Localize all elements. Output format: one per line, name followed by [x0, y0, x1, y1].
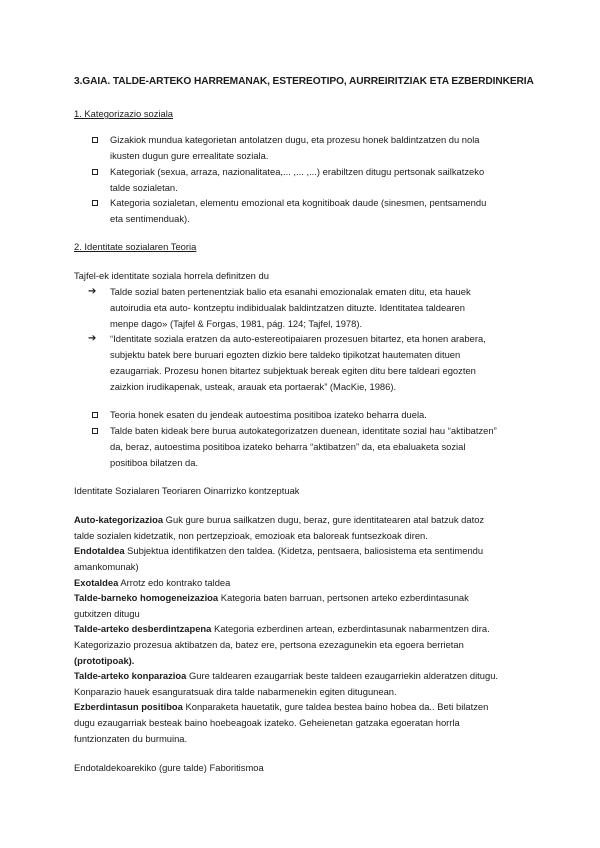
- section-2-quote-1-line-2: autoirudia eta auto- kontzeptu indibidualak baldintzatzen dituzte. Identitatea taldearen: [110, 302, 465, 313]
- concept-line: Konparazio hauek esanguratsuak dira talde nabarmenekin egiten ditugunean.: [74, 686, 397, 697]
- checkbox-bullet-icon: [92, 169, 98, 175]
- section-2-heading: 2. Identitate sozialaren Teoria: [74, 241, 197, 252]
- concept-term: Endotaldea: [74, 545, 125, 556]
- concept-prototipoak: (prototipoak).: [74, 655, 135, 666]
- concept-line: dugu ezaugarriak besteak baino hoebeagoak izateko. Geheienetan gatzaka egoeratan horrla: [74, 717, 460, 728]
- section-2-quote-1-line-1: Talde sozial baten pertenentziak balio eta esanahi emozionalak ematen ditu, eta hauek: [110, 286, 471, 297]
- concept-definition: Kategoria ezberdinen artean, ezberdintasunak nabarmentzen dira.: [211, 623, 490, 634]
- checkbox-bullet-icon: [92, 137, 98, 143]
- section-2-quote-2-line-1: “Identitate soziala eratzen da auto-estereotipaiaren prozesuen bitartez, eta honen arabera,: [110, 333, 486, 344]
- section-2-quote-2-line-4: zaizkion irudikapenak, usteak, arauak eta portaerak” (MacKie, 1986).: [110, 381, 397, 392]
- section-1-bullet-1-line-2: ikusten dugun gure errealitate soziala.: [110, 150, 269, 161]
- concept-definition: Gure taldearen ezaugarriak beste taldeen ezaugarriekin alderatzen ditugu.: [186, 670, 499, 681]
- section-1-heading: 1. Kategorizazio soziala: [74, 108, 174, 119]
- section-2-quote-1-line-3: menpe dago» (Tajfel & Forgas, 1981, pág. 124; Tajfel, 1978).: [110, 318, 363, 329]
- concept-endotaldea: [74, 545, 483, 557]
- concept-definition: Konparaketa hauetatik, gure taldea bestea baino hobea da.. Beti bilatzen: [182, 701, 489, 712]
- concepts-heading: Identitate Sozialaren Teoriaren Oinarrizko kontzeptuak: [74, 485, 300, 496]
- concept-line: talde sozialen kidetzatik, non pertzepzioak, emozioak eta baloreak funtsezkoak diren.: [74, 530, 428, 541]
- concept-talde-arteko-konparazioa: [74, 670, 498, 682]
- section-2-bullet-2-line-3: positiboa bilatzen da.: [110, 457, 199, 468]
- section-1-bullet-2-line-1: Kategoriak (sexua, arraza, nazionalitatea,... ,... ,...) erabiltzen ditugu pertsonak sailkatzeko: [110, 166, 485, 177]
- concept-line: Kategorizazio prozesua aktibatzen da, batez ere, pertsona ezezagunekin eta egoera berrietan: [74, 639, 464, 650]
- section-2-bullet-1-line-1: Teoria honek esaten du jendeak autoestima positiboa izateko beharra duela.: [110, 409, 427, 420]
- section-1-bullet-1-line-1: Gizakiok mundua kategorietan antolatzen dugu, eta prozesu honek baldintzatzen du nola: [110, 134, 480, 145]
- concept-line: gutxitzen ditugu: [74, 608, 140, 619]
- concept-term: Exotaldea: [74, 577, 119, 588]
- section-2-quote-2-line-3: ezaugarriak. Prozesu honen bitartez subjektuak bereak egiten ditu bere taldeari egozten: [110, 365, 476, 376]
- section-2-bullet-2-line-2: da, beraz, autoestima positiboa izateko beharra “aktibatzen” da, eta ebaluaketa sozial: [110, 441, 466, 452]
- page-title: 3.GAIA. TALDE-ARTEKO HARREMANAK, ESTEREOTIPO, AURREIRITZIAK ETA EZBERDINKERIA: [74, 76, 534, 87]
- concept-term: Ezberdintasun positiboa: [74, 701, 183, 712]
- section-1-bullet-3-line-1: Kategoria sozialetan, elementu emozional eta kognitiboak daude (sinesmen, pentsamendu: [110, 197, 487, 208]
- concept-term: Auto-kategorizazioa: [74, 514, 164, 525]
- concept-exotaldea: [74, 577, 230, 589]
- section-1-bullet-3-line-2: eta sentimenduak).: [110, 213, 190, 224]
- concept-term: Talde-arteko desberdintzapena: [74, 623, 212, 634]
- concept-talde-barneko-homogeneizazioa: [74, 592, 469, 604]
- concept-auto-kategorizazioa: [74, 514, 484, 526]
- section-2-intro: Tajfel-ek identitate soziala horrela definitzen du: [74, 270, 269, 281]
- footer-heading: Endotaldekoarekiko (gure talde) Faboritismoa: [74, 762, 264, 773]
- concept-talde-arteko-desberdintzapena: [74, 623, 490, 635]
- checkbox-bullet-icon: [92, 428, 98, 434]
- concept-term: Talde-arteko konparazioa: [74, 670, 187, 681]
- section-1-bullet-2-line-2: talde sozialetan.: [110, 182, 178, 193]
- section-2-bullet-2-line-1: Talde baten kideak bere burua autokategorizatzen duenean, identitate sozial hau “aktibatzen”: [110, 425, 497, 436]
- concept-ezberdintasun-positiboa: [74, 701, 488, 713]
- section-2-quote-2-line-2: subjektu batek bere buruari egozten dizkio bere taldeko tipikotzat hautematen dituen: [110, 349, 461, 360]
- concept-definition: Guk gure burua sailkatzen dugu, beraz, gure identitatearen atal batzuk datoz: [163, 514, 485, 525]
- checkbox-bullet-icon: [92, 200, 98, 206]
- concept-definition: Kategoria baten barruan, pertsonen arteko ezberdintasunak: [218, 592, 469, 603]
- checkbox-bullet-icon: [92, 412, 98, 418]
- concept-term: Talde-barneko homogeneizazioa: [74, 592, 219, 603]
- concept-definition: Subjektua identifikatzen den taldea. (Kidetza, pentsaera, baliosistema eta sentimendu: [124, 545, 484, 556]
- arrow-bullet-icon: ➔: [88, 333, 97, 344]
- concept-definition: Arrotz edo kontrako taldea: [118, 577, 231, 588]
- arrow-bullet-icon: ➔: [88, 286, 97, 297]
- concept-line: amankomunak): [74, 561, 139, 572]
- concept-line: funtzionzaten du burmuina.: [74, 733, 188, 744]
